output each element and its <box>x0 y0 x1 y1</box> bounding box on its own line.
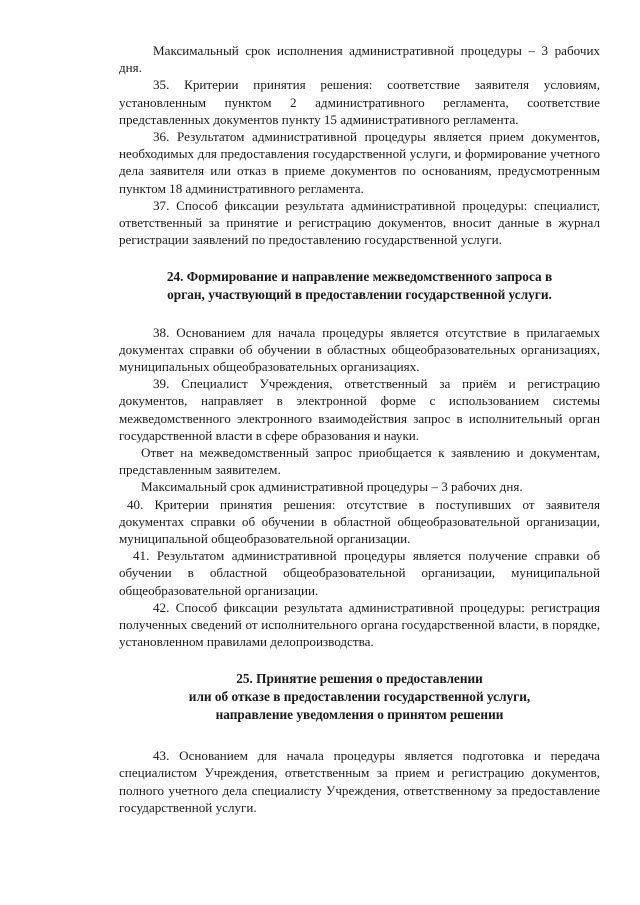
spacer <box>119 304 600 324</box>
paragraph-39: 39. Специалист Учреждения, ответственный за приём и регистрацию документов, направляет в электронной форме с использованием системы межведомственного электронного взаимодействия запрос в исполнительный орган государственной власти в сфере образования и науки. <box>119 376 600 443</box>
spacer <box>119 723 600 747</box>
section-24-heading-line2: орган, участвующий в предоставлении государственной услуги. <box>167 287 552 303</box>
section-25-heading-line3: направление уведомления о принятом решении <box>215 706 504 722</box>
paragraph-max-term-2: Максимальный срок административной процедуры – 3 рабочих дня. <box>141 479 523 495</box>
paragraph-41: 41. Результатом административной процедуры является получение справки об обучении в областной общеобразовательной организации, муниципальной общеобразовательной организации. <box>119 548 600 598</box>
paragraph-36: 36. Результатом административной процедуры является прием документов, необходимых для предоставления государственной услуги, и формирование учетного дела заявителя или отказ в приеме документов по основаниям, предусмотренным пунктом 18 административного регламента. <box>119 129 600 196</box>
paragraph-35: 35. Критерии принятия решения: соответствие заявителя условиям, установленным пунктом 2 административного регламента, соответствие представленных документов пункту 15 административного регламента. <box>119 77 600 127</box>
paragraph-43: 43. Основанием для начала процедуры является подготовка и передача специалистом Учреждения, ответственным за прием и регистрацию документов, полного учетного дела специалисту Учреждения, ответственному за предоставление государственной услуги. <box>119 748 600 815</box>
section-25-heading <box>119 670 600 723</box>
spacer <box>119 248 600 268</box>
spacer <box>119 650 600 670</box>
section-24-heading <box>119 268 600 303</box>
paragraph-42: 42. Способ фиксации результата административной процедуры: регистрация полученных сведений от исполнительного органа государственной власти, в порядке, установленном правилами делопроизводства. <box>119 599 600 650</box>
paragraph-40: 40. Критерии принятия решения: отсутствие в поступивших от заявителя документах справки об обучении в областной общеобразовательной организации, муниципальной общеобразовательной организации. <box>119 496 600 547</box>
paragraph-max-term-1: Максимальный срок исполнения административной процедуры – 3 рабочих дня. <box>119 43 600 76</box>
paragraph-response: Ответ на межведомственный запрос приобщается к заявлению и документам, представленным заявителем. <box>119 445 600 478</box>
section-25-heading-line1: 25. Принятие решения о предоставлении <box>236 671 483 687</box>
paragraph-37: 37. Способ фиксации результата административной процедуры: специалист, ответственный за принятие и регистрацию документов, вносит данные в журнал регистрации заявлений по предоставлению государственной услуги. <box>119 197 600 248</box>
section-25-heading-line2: или об отказе в предоставлении государственной услуги, <box>188 689 531 705</box>
paragraph-38: 38. Основанием для начала процедуры является отсутствие в прилагаемых документах справки об обучении в областных общеобразовательных организациях, муниципальных общеобразовательных организациях. <box>119 324 600 375</box>
section-24-heading-line1: 24. Формирование и направление межведомственного запроса в <box>166 269 553 285</box>
